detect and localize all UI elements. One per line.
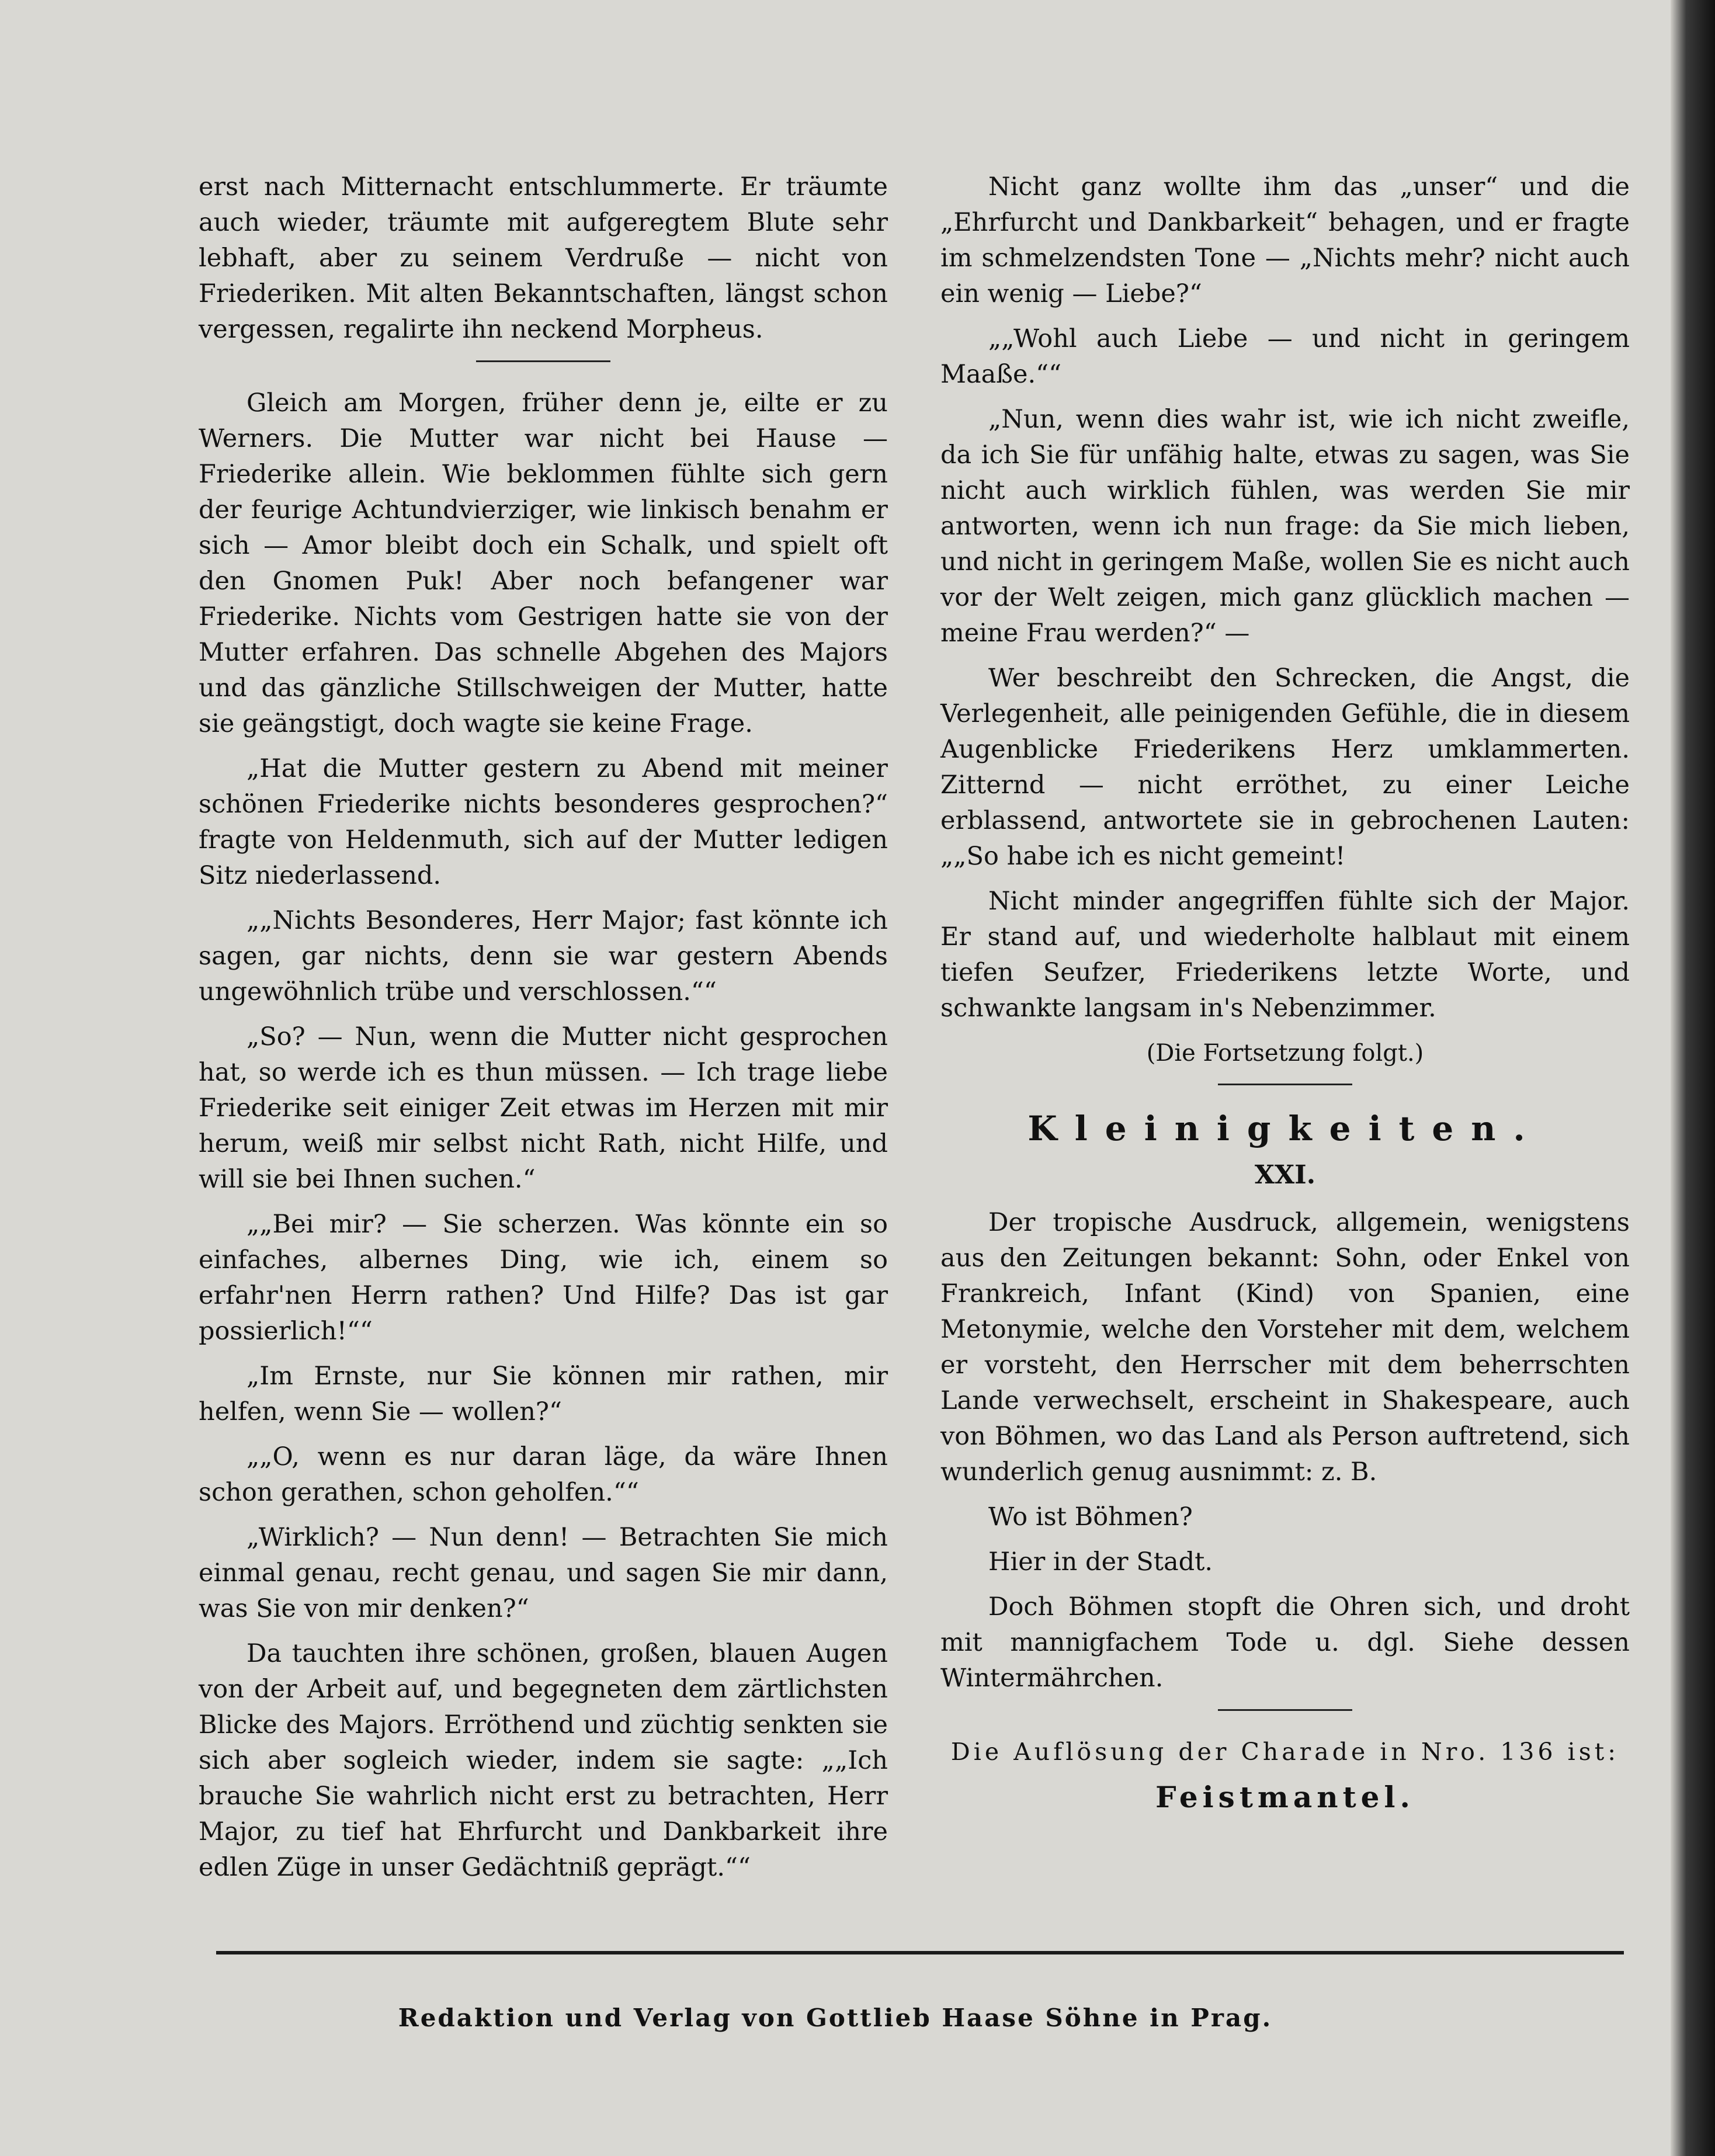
paragraph: erst nach Mitternacht entschlummerte. Er träumte auch wieder, träumte mit aufgeregtem Blute sehr lebhaft, aber zu seinem Verdruße — nicht von Friederiken. Mit alten Bekanntschaften, längst schon vergessen, regalirte ihn neckend Morpheus. [199,172,888,344]
paragraph: Wo ist Böhmen? [988,1502,1193,1532]
left-column [199,169,888,1895]
right-column [940,169,1630,1814]
paragraph: „Hat die Mutter gestern zu Abend mit meiner schönen Friederike nichts besonderes gesprochen?“ fragte von Heldenmuth, sich auf der Mutter ledigen Sitz niederlassend. [199,754,888,890]
paragraph: „„Wohl auch Liebe — und nicht in geringem Maaße.““ [940,324,1630,389]
section-divider [476,360,610,362]
paragraph: Doch Böhmen stopft die Ohren sich, und droht mit mannigfachem Tode u. dgl. Siehe dessen Wintermährchen. [940,1592,1630,1693]
paragraph: Der tropische Ausdruck, allgemein, wenigstens aus den Zeitungen bekannt: Sohn, oder Enkel von Frankreich, Infant (Kind) von Spanien, eine Metonymie, welche den Vorsteher mit dem, welchem er vorsteht, den Herrscher mit dem beherrschten Lande verwechselt, erscheint in Shakespeare, auch von Böhmen, wo das Land als Person auftretend, sich wunderlich genug ausnimmt: z. B. [940,1208,1630,1487]
page-edge-shadow [1671,0,1715,2156]
paragraph: Nicht minder angegriffen fühlte sich der Major. Er stand auf, und wiederholte halblaut mit einem tiefen Seufzer, Friederikens letzte Worte, und schwankte langsam in's Nebenzimmer. [940,887,1630,1023]
section-divider [1218,1084,1352,1085]
paragraph: „Wirklich? — Nun denn! — Betrachten Sie mich einmal genau, recht genau, und sagen Sie mir dann, was Sie von mir denken?“ [199,1523,888,1623]
paragraph: Nicht ganz wollte ihm das „unser“ und die „Ehrfurcht und Dankbarkeit“ behagen, und er fragte im schmelzendsten Tone — „Nichts mehr? nicht auch ein wenig — Liebe?“ [940,172,1630,308]
paragraph: Gleich am Morgen, früher denn je, eilte er zu Werners. Die Mutter war nicht bei Hause — Friederike allein. Wie beklommen fühlte sich gern der feurige Achtundvierziger, wie linkisch benahm er sich — Amor bleibt doch ein Schalk, und spielt oft den Gnomen Puk! Aber noch befangener war Friederike. Nichts vom Gestrigen hatte sie von der Mutter erfahren. Das schnelle Abgehen des Majors und das gänzliche Stillschweigen der Mutter, hatte sie geängstigt, doch wagte sie keine Frage. [199,388,888,738]
section-title: Kleinigkeiten. [1027,1109,1543,1148]
section-number: XXI. [1254,1160,1316,1190]
charade-answer-line: Die Auflösung der Charade in Nro. 136 ist: [950,1738,1620,1766]
charade-answer: Feistmantel. [1155,1780,1415,1814]
paragraph: „„O, wenn es nur daran läge, da wäre Ihnen schon gerathen, schon geholfen.““ [199,1442,888,1507]
footer-rule [216,1951,1624,1954]
paragraph: „So? — Nun, wenn die Mutter nicht gesprochen hat, so werde ich es thun müssen. — Ich trage liebe Friederike seit einiger Zeit etwas im Herzen mit mir herum, weiß mir selbst nicht Rath, nicht Hilfe, und will sie bei Ihnen suchen.“ [199,1022,888,1194]
section-divider [1218,1709,1352,1711]
paragraph: „„Nichts Besonderes, Herr Major; fast könnte ich sagen, gar nichts, denn sie war gestern Abends ungewöhnlich trübe und verschlossen.““ [199,906,888,1006]
paragraph: Da tauchten ihre schönen, großen, blauen Augen von der Arbeit auf, und begegneten dem zärtlichsten Blicke des Majors. Erröthend und züchtig senkten sie sich aber sogleich wieder, indem sie sagte: „„Ich brauche Sie wahrlich nicht erst zu betrachten, Herr Major, zu tief hat Ehrfurcht und Dankbarkeit ihre edlen Züge in unser Gedächtniß geprägt.““ [199,1639,888,1882]
paragraph: Wer beschreibt den Schrecken, die Angst, die Verlegenheit, alle peinigenden Gefühle, die in diesem Augenblicke Friederikens Herz umklammerten. Zitternd — nicht erröthet, zu einer Leiche erblassend, antwortete sie in gebrochenen Lauten: „„So habe ich es nicht gemeint! [940,664,1630,871]
paragraph: „Im Ernste, nur Sie können mir rathen, mir helfen, wenn Sie — wollen?“ [199,1362,888,1426]
paragraph: „„Bei mir? — Sie scherzen. Was könnte ein so einfaches, albernes Ding, wie ich, einem so erfahr'nen Herrn rathen? Und Hilfe? Das ist gar possierlich!““ [199,1210,888,1346]
paragraph: Hier in der Stadt. [988,1547,1213,1577]
imprint-footer: Redaktion und Verlag von Gottlieb Haase Söhne in Prag. [398,2004,1273,2032]
paragraph: „Nun, wenn dies wahr ist, wie ich nicht zweifle, da ich Sie für unfähig halte, etwas zu sagen, was Sie nicht auch wirklich fühlen, was werden Sie mir antworten, wenn ich nun frage: da Sie mich lieben, und nicht in geringem Maße, wollen Sie es nicht auch vor der Welt zeigen, mich ganz glücklich machen — meine Frau werden?“ — [940,405,1630,648]
continuation-note: (Die Fortsetzung folgt.) [1146,1040,1424,1067]
